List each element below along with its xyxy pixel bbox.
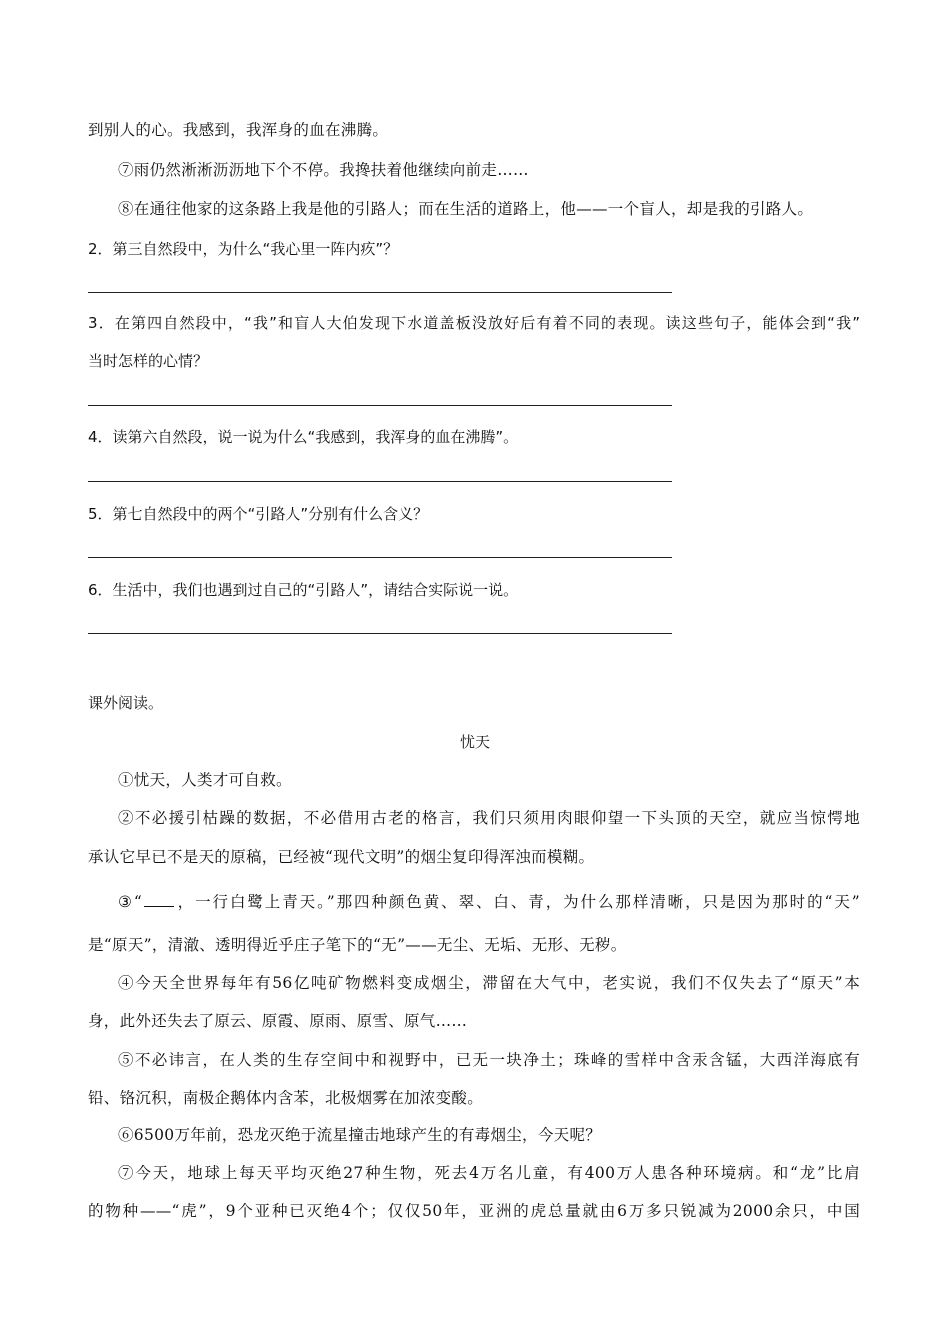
question-3-line-1: 3．在第四自然段中，“我”和盲人大伯发现下水道盖板没放好后有着不同的表现。读这些句子，能体会到“我” [88, 314, 860, 332]
article-paragraph-6: ⑥6500万年前，恐龙灭绝于流星撞击地球产生的有毒烟尘，今天呢？ [118, 1126, 602, 1144]
paragraph-3-rest: ，一行白鹭上青天。”那四种颜色黄、翠、白、青，为什么那样清晰，只是因为那时的“天” [176, 893, 860, 911]
question-3-line-2: 当时怎样的心情？ [88, 352, 209, 370]
fill-in-blank[interactable] [144, 892, 174, 907]
article-paragraph-5-line-1: ⑤不必讳言，在人类的生存空间中和视野中，已无一块净土；珠峰的雪样中含汞含锰，大西洋海底有 [118, 1051, 860, 1069]
paragraph-7: ⑦雨仍然淅淅沥沥地下个不停。我搀扶着他继续向前走…… [118, 161, 529, 179]
paragraph-3-opening: ③“ [118, 893, 143, 911]
question-4: 4．读第六自然段，说一说为什么“我感到，我浑身的血在沸腾”。 [88, 428, 519, 446]
question-6: 6．生活中，我们也遇到过自己的“引路人”，请结合实际说一说。 [88, 581, 519, 599]
answer-line-3[interactable] [88, 405, 672, 406]
question-5: 5．第七自然段中的两个“引路人”分别有什么含义？ [88, 505, 429, 523]
paragraph-6-end: 到别人的心。我感到，我浑身的血在沸腾。 [88, 121, 389, 139]
article-paragraph-1: ①忧天，人类才可自救。 [118, 771, 292, 789]
article-paragraph-3-line-2: 是“原天”，清澈、透明得近乎庄子笔下的“无”——无尘、无垢、无形、无秽。 [88, 936, 627, 954]
article-title: 忧天 [459, 733, 490, 751]
answer-line-2[interactable] [88, 292, 672, 293]
answer-line-4[interactable] [88, 481, 672, 482]
answer-line-5[interactable] [88, 557, 672, 558]
article-paragraph-4-line-2: 身，此外还失去了原云、原霞、原雨、原雪、原气…… [88, 1012, 468, 1030]
article-paragraph-3-line-1 [118, 892, 860, 912]
article-paragraph-7-line-2: 的物种——“虎”，9个亚种已灭绝4个；仅仅50年，亚洲的虎总量就由6万多只锐减为2000余只，中国 [88, 1202, 860, 1220]
answer-line-6[interactable] [88, 633, 672, 634]
question-2: 2．第三自然段中，为什么“我心里一阵内疚”？ [88, 240, 399, 258]
article-paragraph-4-line-1: ④今天全世界每年有56亿吨矿物燃料变成烟尘，滞留在大气中，老实说，我们不仅失去了“原天”本 [118, 974, 860, 992]
article-paragraph-7-line-1: ⑦今天，地球上每天平均灭绝27种生物，死去4万名儿童，有400万人患各种环境病。和“龙”比肩 [118, 1164, 860, 1182]
paragraph-8: ⑧在通往他家的这条路上我是他的引路人；而在生活的道路上，他——一个盲人，却是我的引路人。 [118, 200, 814, 218]
section-heading: 课外阅读。 [88, 694, 164, 712]
article-paragraph-5-line-2: 铅、铬沉积，南极企鹅体内含苯，北极烟雾在加浓变酸。 [88, 1089, 484, 1107]
article-paragraph-2-line-1: ②不必援引枯躁的数据，不必借用古老的格言，我们只须用肉眼仰望一下头顶的天空，就应当惊愕地 [118, 809, 860, 827]
article-paragraph-2-line-2: 承认它早已不是天的原稿，已经被“现代文明”的烟尘复印得浑浊而模糊。 [88, 848, 595, 866]
